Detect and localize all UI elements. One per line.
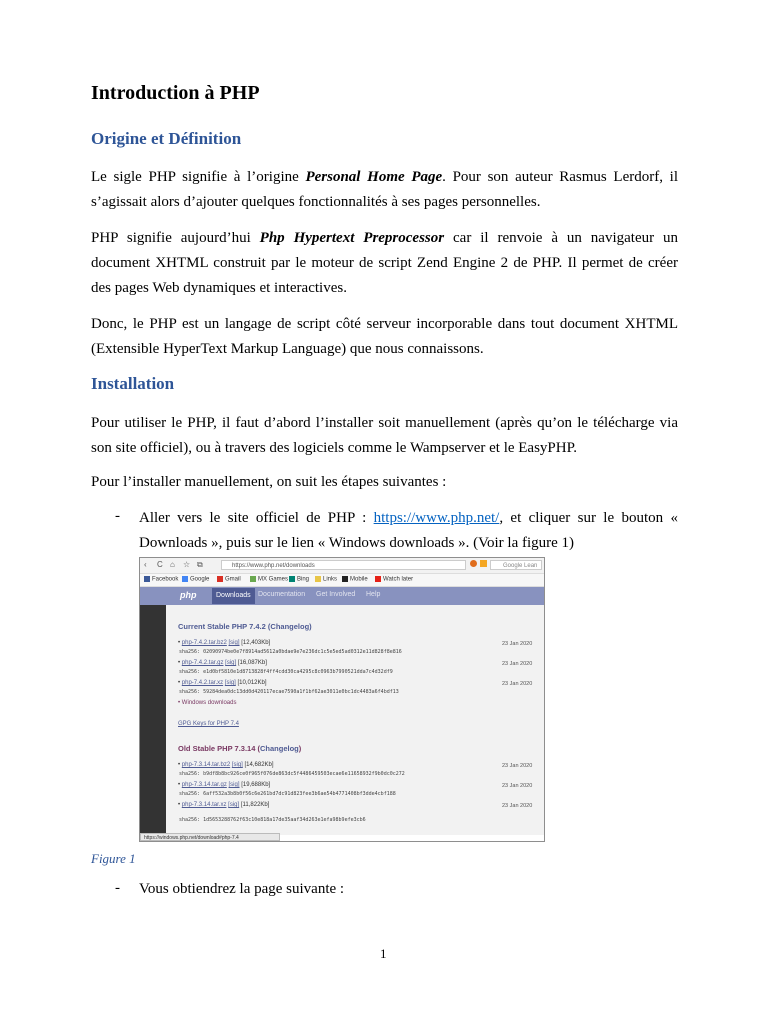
file-size: [14,682Kb] <box>244 762 274 768</box>
gpg-keys-link[interactable]: GPG Keys for PHP 7.4 <box>178 721 239 727</box>
php-site-nav <box>140 587 544 605</box>
list-dash: - <box>115 880 120 896</box>
download-link[interactable]: php-7.3.14.tar.xz <box>181 802 227 808</box>
list-item-aller-text: Aller vers le site officiel de PHP : <box>139 510 374 526</box>
release-date: 23 Jan 2020 <box>502 783 533 789</box>
release-date: 23 Jan 2020 <box>502 803 533 809</box>
download-row: • php-7.3.14.tar.xz [sig] [11,822Kb] <box>178 802 270 808</box>
file-size: [16,087Kb] <box>237 660 267 666</box>
games-icon <box>250 576 256 582</box>
php-logo[interactable]: php <box>180 590 197 600</box>
bookmark-facebook[interactable] <box>144 576 178 583</box>
browser-toolbar <box>140 558 544 574</box>
changelog-link[interactable]: Changelog <box>270 622 310 631</box>
sig-link[interactable]: [sig] <box>225 660 237 666</box>
bookmark-mx-games[interactable] <box>250 576 288 583</box>
bookmark-label: Mobile <box>350 576 368 583</box>
list-item-aller-text-b: , et cliquer sur le bouton « Downloads », puis sur le lien « Windows downloads ». (Voir la figure 1) <box>139 510 678 551</box>
list-item-aller <box>139 506 678 556</box>
download-link[interactable]: php-7.4.2.tar.xz <box>181 680 224 686</box>
p2-text-c: car il renvoie à un navigateur un document XHTML construit par le moteur de script Zend Engine 2 de PHP. Il permet de créer des pages Web dynamiques et interactives. <box>91 230 679 296</box>
bookmark-label: Google <box>190 576 210 583</box>
file-size: [19,688Kb] <box>241 782 271 788</box>
bookmarks-bar <box>140 574 544 587</box>
release-date: 23 Jan 2020 <box>502 661 533 667</box>
paragraph-langage: Donc, le PHP est un langage de script côté serveur incorporable dans tout document XHTML (Extensible HyperText Markup Language) que nous connaissons. <box>91 316 678 357</box>
gmail-icon <box>217 576 223 582</box>
bookmark-mobile[interactable] <box>342 576 368 583</box>
sig-link[interactable]: [sig] <box>228 802 240 808</box>
nav-downloads[interactable]: Downloads <box>212 588 255 604</box>
figure-screenshot <box>139 557 545 842</box>
paragraph-etapes: Pour l’installer manuellement, on suit les étapes suivantes : <box>91 474 447 490</box>
sha256-hash: sha256: b9df8b8bc926ce0f965f076de863dc5f4486459503ecae6e11658932f9b0dc0c272 <box>179 771 405 777</box>
sig-link[interactable]: [sig] <box>228 640 240 646</box>
release-date: 23 Jan 2020 <box>502 763 533 769</box>
bookmark-label: Bing <box>297 576 310 583</box>
php-net-link[interactable]: https://www.php.net/ <box>373 510 500 526</box>
download-row: • php-7.4.2.tar.bz2 [sig] [12,403Kb] <box>178 640 271 646</box>
facebook-icon <box>144 576 150 582</box>
rss-icon[interactable] <box>480 560 487 567</box>
current-stable-title: Current Stable PHP 7.4.2 <box>178 622 266 631</box>
download-link[interactable]: php-7.4.2.tar.bz2 <box>181 640 227 646</box>
windows-downloads-label: Windows downloads <box>181 700 237 706</box>
download-row: • php-7.4.2.tar.gz [sig] [16,087Kb] <box>178 660 267 666</box>
folder-icon <box>315 576 321 582</box>
file-size: [10,012Kb] <box>237 680 267 686</box>
search-box[interactable]: Google Lean <box>490 560 542 570</box>
star-icon[interactable]: ☆ <box>183 560 191 569</box>
paragraph-installation: Pour utiliser le PHP, il faut d’abord l’installer soit manuellement (après qu’on le télécharge via son site officiel), ou à travers des logiciels comme le Wampserver et le EasyPHP. <box>91 415 678 456</box>
section-heading-installation: Installation <box>91 374 175 393</box>
release-date: 23 Jan 2020 <box>502 681 533 687</box>
sig-link[interactable]: [sig] <box>228 782 240 788</box>
extension-icon[interactable] <box>470 560 477 567</box>
bookmark-label: MX Games <box>258 576 289 583</box>
p2-emphasis: Php Hypertext Preprocessor <box>259 230 445 246</box>
bookmark-google[interactable] <box>182 576 209 583</box>
bookmark-label: Watch later <box>383 576 414 583</box>
sig-link[interactable]: [sig] <box>231 762 243 768</box>
windows-downloads-link[interactable]: • Windows downloads <box>178 700 237 706</box>
youtube-icon <box>375 576 381 582</box>
list-item-obtiendrez: Vous obtiendrez la page suivante : <box>139 881 345 897</box>
bookmark-watch-later[interactable] <box>375 576 413 583</box>
back-icon[interactable]: ‹ <box>144 560 147 569</box>
downloads-content <box>166 605 544 835</box>
download-row: • php-7.3.14.tar.gz [sig] [19,688Kb] <box>178 782 271 788</box>
download-row: • php-7.4.2.tar.xz [sig] [10,012Kb] <box>178 680 267 686</box>
release-date: 23 Jan 2020 <box>502 641 533 647</box>
nav-documentation[interactable]: Documentation <box>258 591 306 598</box>
nav-help[interactable]: Help <box>366 591 381 598</box>
bookmark-label: Links <box>323 576 338 583</box>
bookmark-bing[interactable] <box>289 576 309 583</box>
address-bar[interactable]: https://www.php.net/downloads <box>221 560 466 570</box>
sha256-hash: sha256: 6aff532a3b8b0f56c6e261bd7dc91d823fee3b6ae54b4771408bf3dde4cbf188 <box>179 791 396 797</box>
p1-text-c: . Pour son auteur Rasmus Lerdorf, il s’agissait alors d’ajouter quelques fonctionnalités à ses pages personnelles. <box>91 169 678 210</box>
document-title: Introduction à PHP <box>91 82 260 104</box>
sha256-hash: sha256: 1d5653288762f63c10e818a17de35aaf34d263e1efa98b9efe3cb6 <box>179 817 366 823</box>
paragraph-signification <box>91 226 678 301</box>
p2-text-a: PHP signifie aujourd’hui <box>91 230 260 246</box>
download-row: • php-7.3.14.tar.bz2 [sig] [14,682Kb] <box>178 762 274 768</box>
sig-link[interactable]: [sig] <box>224 680 236 686</box>
home-icon[interactable]: ⌂ <box>170 560 175 569</box>
bookmark-links[interactable] <box>315 576 337 583</box>
old-stable-title: Old Stable PHP 7.3.14 <box>178 744 256 753</box>
bookmark-gmail[interactable] <box>217 576 241 583</box>
figure-caption: Figure 1 <box>91 851 136 866</box>
download-link[interactable]: php-7.3.14.tar.bz2 <box>181 762 231 768</box>
page-icon[interactable]: ⧉ <box>197 560 203 569</box>
file-size: [11,822Kb] <box>240 802 270 808</box>
list-dash: - <box>115 508 120 524</box>
sha256-hash: sha256: 59284dea0dc13dd0d420117ecae7590a1f1bf62ae3011e0bc1dc4483a6f4bdf13 <box>179 689 399 695</box>
bookmark-label: Facebook <box>152 576 179 583</box>
bing-icon <box>289 576 295 582</box>
download-link[interactable]: php-7.3.14.tar.gz <box>181 782 227 788</box>
sha256-hash: sha256: 02090974be0e7f8914ad5612a0bdae9e7e236dc1c5e5ed5ad0312e11d828f8e816 <box>179 649 402 655</box>
download-link[interactable]: php-7.4.2.tar.gz <box>181 660 224 666</box>
browser-status-bar: https://windows.php.net/download#php-7.4 <box>140 833 280 841</box>
page-number: 1 <box>380 946 387 961</box>
changelog-link[interactable]: Changelog <box>260 744 299 753</box>
mobile-icon <box>342 576 348 582</box>
bookmark-label: Gmail <box>225 576 241 583</box>
current-stable-heading: Current Stable PHP 7.4.2 (Changelog) <box>178 622 312 631</box>
paragraph-origine <box>91 165 678 215</box>
file-size: [12,403Kb] <box>241 640 271 646</box>
old-stable-heading: Old Stable PHP 7.3.14 (Changelog) <box>178 744 302 753</box>
p1-emphasis: Personal Home Page <box>305 169 443 185</box>
sha256-hash: sha256: e1d0bf5810e1d8713828f4ff4cdd30ca4295c8c0963b7990521dda7c4d32df9 <box>179 669 393 675</box>
nav-get-involved[interactable]: Get Involved <box>316 591 356 598</box>
section-heading-origine: Origine et Définition <box>91 129 242 148</box>
left-sidebar <box>140 605 166 841</box>
google-icon <box>182 576 188 582</box>
p1-text-a: Le sigle PHP signifie à l’origine <box>91 169 306 185</box>
reload-icon[interactable]: C <box>157 560 163 569</box>
